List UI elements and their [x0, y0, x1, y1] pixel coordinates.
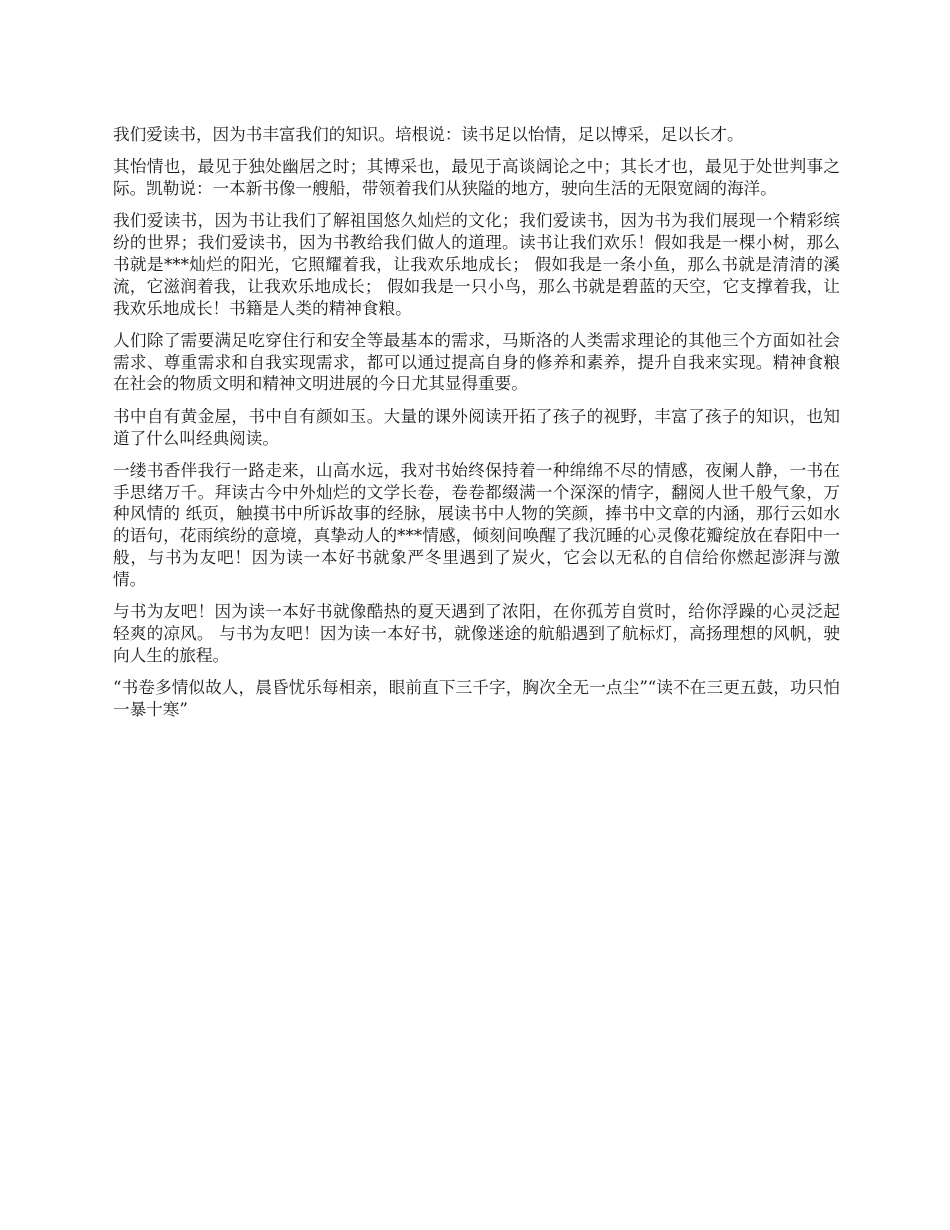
paragraph-1: 我们爱读书，因为书丰富我们的知识。培根说：读书足以怡情，足以博采，足以长才。: [113, 125, 744, 144]
paragraph-7: 与书为友吧！因为读一本好书就像酷热的夏天遇到了浓阳，在你孤芳自赏时，给你浮躁的心灵泛起轻爽的凉风。 与书为友吧！因为读一本好书，就像迷途的航船遇到了航标灯，高扬理想的风帆，驶向人生的旅程。: [113, 602, 840, 665]
paragraph-8: “书卷多情似故人，晨昏忧乐每相亲，眼前直下三千字，胸次全无一点尘”“读不在三更五鼓，功只怕一暴十寒”: [113, 678, 840, 719]
paragraph-6: 一缕书香伴我行一路走来，山高水远，我对书始终保持着一种绵绵不尽的情感，夜阑人静，一书在手思绪万千。拜读古今中外灿烂的文学长卷，卷卷都缀满一个深深的情字，翻阅人世千般气象，万种风情的 纸页，触摸书中所诉故事的经脉，展读书中人物的笑颜，捧书中文章的内涵，那行云如水的语句，花雨缤纷的意境，真挚动人的***情感，倾刻间唤醒了我沉睡的心灵像花瓣绽放在春阳中一般，与书为友吧！因为读一本好书就象严冬里遇到了炭火，它会以无私的自信给你燃起澎湃与激情。: [113, 460, 840, 589]
document-page: [113, 124, 840, 731]
paragraph-5: 书中自有黄金屋，书中自有颜如玉。大量的课外阅读开拓了孩子的视野，丰富了孩子的知识，也知道了什么叫经典阅读。: [113, 406, 840, 448]
paragraph-3: 我们爱读书，因为书让我们了解祖国悠久灿烂的文化；我们爱读书，因为书为我们展现一个精彩缤纷的世界；我们爱读书，因为书教给我们做人的道理。读书让我们欢乐！假如我是一棵小树，那么书就是***灿烂的阳光，它照耀着我，让我欢乐地成长； 假如我是一条小鱼，那么书就是清清的溪流，它滋润着我，让我欢乐地成长； 假如我是一只小鸟，那么书就是碧蓝的天空，它支撑着我，让我欢乐地成长！书籍是人类的精神食粮。: [113, 211, 840, 318]
paragraph-2: 其怡情也，最见于独处幽居之时；其博采也，最见于高谈阔论之中；其长才也，最见于处世判事之际。凯勒说：一本新书像一艘船，带领着我们从狭隘的地方，驶向生活的无限宽阔的海洋。: [113, 157, 840, 199]
paragraph-4: 人们除了需要满足吃穿住行和安全等最基本的需求，马斯洛的人类需求理论的其他三个方面如社会需求、尊重需求和自我实现需求，都可以通过提高自身的修养和素养，提升自我来实现。精神食粮在社会的物质文明和精神文明进展的今日尤其显得重要。: [113, 330, 840, 394]
